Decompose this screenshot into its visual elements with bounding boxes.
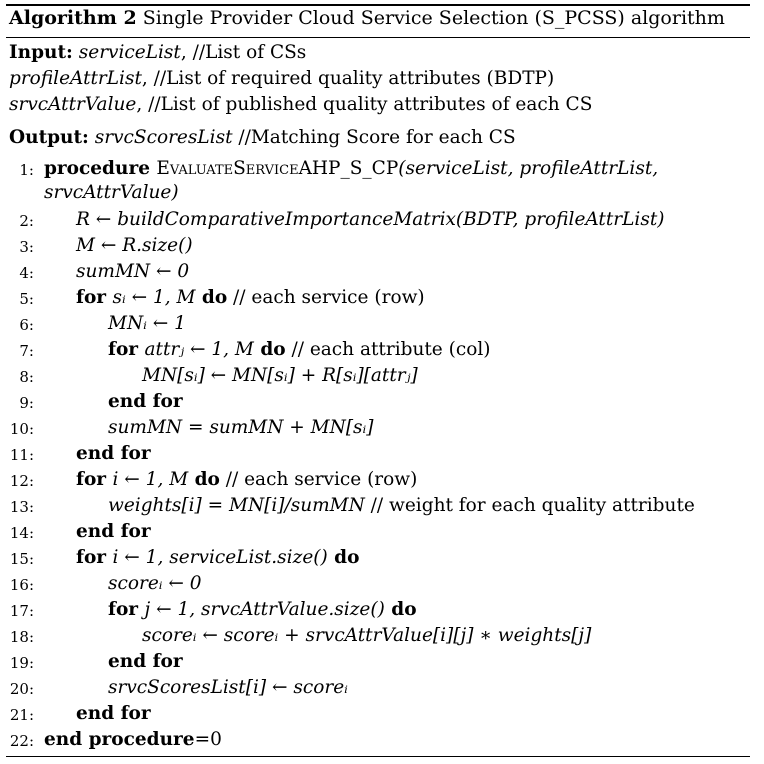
end-for-keyword: end for: [108, 651, 183, 672]
comment: // each service (row): [219, 469, 418, 490]
statement: scoreᵢ ← scoreᵢ + srvcAttrValue[i][j] ∗ weights[j]: [142, 625, 592, 646]
statement: MN[sᵢ] ← MN[sᵢ] + R[sᵢ][attrⱼ]: [142, 365, 418, 386]
input-var-3: srvcAttrValue: [9, 94, 137, 115]
line-number: 11:: [9, 446, 34, 464]
loop-range: j ← 1, srvcAttrValue.size(): [144, 599, 385, 620]
statement: MNᵢ ← 1: [108, 313, 186, 334]
line-number: 2:: [19, 212, 34, 230]
statement: srvcScoresList[i] ← scoreᵢ: [108, 677, 348, 698]
end-for-keyword: end for: [108, 391, 183, 412]
statement-with-comment: [108, 495, 695, 516]
do-keyword: do: [384, 599, 417, 620]
input-comment-2: , //List of required quality attributes (BDTP): [141, 68, 555, 89]
line-number: 1:: [19, 161, 34, 179]
procedure-header: [44, 158, 658, 179]
for-keyword: for: [76, 547, 113, 568]
for-statement: [76, 287, 425, 308]
line-number: 9:: [19, 394, 34, 412]
line-number: 13:: [9, 498, 34, 516]
input-line-3: [9, 94, 592, 115]
for-statement: [76, 469, 417, 490]
line-number: 18:: [9, 628, 34, 646]
line-number: 10:: [9, 420, 34, 438]
line-number: 3:: [19, 238, 34, 256]
input-var-2: profileAttrList: [9, 68, 142, 89]
return-value: =0: [194, 729, 222, 750]
line-number: 6:: [19, 316, 34, 334]
input-label: Input:: [9, 42, 73, 63]
output-comment: //Matching Score for each CS: [232, 127, 516, 148]
line-number: 8:: [19, 368, 34, 386]
statement: M ← R.size(): [76, 235, 193, 256]
for-keyword: for: [76, 287, 113, 308]
line-number: 12:: [9, 472, 34, 490]
loop-range: sᵢ ← 1, M: [112, 287, 196, 308]
do-keyword: do: [253, 339, 286, 360]
line-number: 21:: [9, 706, 34, 724]
loop-range: attrⱼ ← 1, M: [144, 339, 254, 360]
input-comment-3: , //List of published quality attributes of each CS: [136, 94, 593, 115]
line-number: 16:: [9, 576, 34, 594]
procedure-args-cont: srvcAttrValue): [44, 182, 179, 203]
comment: // weight for each quality attribute: [364, 495, 695, 516]
end-for-keyword: end for: [76, 521, 151, 542]
end-procedure-statement: [44, 729, 222, 750]
bottom-rule: [6, 756, 750, 757]
for-keyword: for: [76, 469, 113, 490]
for-keyword: for: [108, 599, 145, 620]
do-keyword: do: [188, 469, 220, 490]
do-keyword: do: [195, 287, 228, 308]
statement: weights[i] = MN[i]/sumMN: [108, 495, 365, 516]
line-number: 22:: [9, 732, 34, 750]
line-number: 15:: [9, 550, 34, 568]
procedure-args: (serviceList, profileAttrList,: [398, 158, 659, 179]
do-keyword: do: [327, 547, 360, 568]
loop-range: i ← 1, serviceList.size(): [112, 547, 328, 568]
line-number: 4:: [19, 264, 34, 282]
for-keyword: for: [108, 339, 145, 360]
line-number: 5:: [19, 290, 34, 308]
comment: // each service (row): [227, 287, 425, 308]
statement: scoreᵢ ← 0: [108, 573, 202, 594]
line-number: 14:: [9, 524, 34, 542]
comment: // each attribute (col): [285, 339, 491, 360]
algorithm-title: Single Provider Cloud Service Selection (S_PCSS) algorithm: [142, 7, 725, 29]
input-line-1: [9, 42, 306, 63]
output-label: Output:: [9, 127, 89, 148]
input-comment-1: , //List of CSs: [180, 42, 307, 63]
procedure-name: EvaluateServiceAHP_S_CP: [156, 158, 399, 179]
loop-range: i ← 1, M: [112, 469, 189, 490]
end-for-keyword: end for: [76, 443, 151, 464]
output-line: [9, 127, 516, 148]
statement: R ← buildComparativeImportanceMatrix(BDTP, profileAttrList): [76, 209, 665, 230]
for-statement: [108, 339, 491, 360]
procedure-keyword: procedure: [44, 158, 157, 179]
statement: sumMN ← 0: [76, 261, 190, 282]
for-statement: [76, 547, 359, 568]
line-number: 19:: [9, 654, 34, 672]
caption-rule: [6, 37, 750, 38]
top-rule: [6, 4, 750, 6]
algorithm-label: Algorithm 2: [9, 7, 137, 29]
input-line-2: [9, 68, 554, 89]
algorithm-caption: [9, 7, 725, 29]
for-statement: [108, 599, 417, 620]
input-var-1: serviceList: [78, 42, 181, 63]
line-number: 20:: [9, 680, 34, 698]
line-number: 7:: [19, 342, 34, 360]
end-procedure-keyword: end procedure: [44, 729, 195, 750]
end-for-keyword: end for: [76, 703, 151, 724]
statement: sumMN = sumMN + MN[sᵢ]: [108, 417, 374, 438]
line-number: 17:: [9, 602, 34, 620]
output-var: srvcScoresList: [94, 127, 233, 148]
